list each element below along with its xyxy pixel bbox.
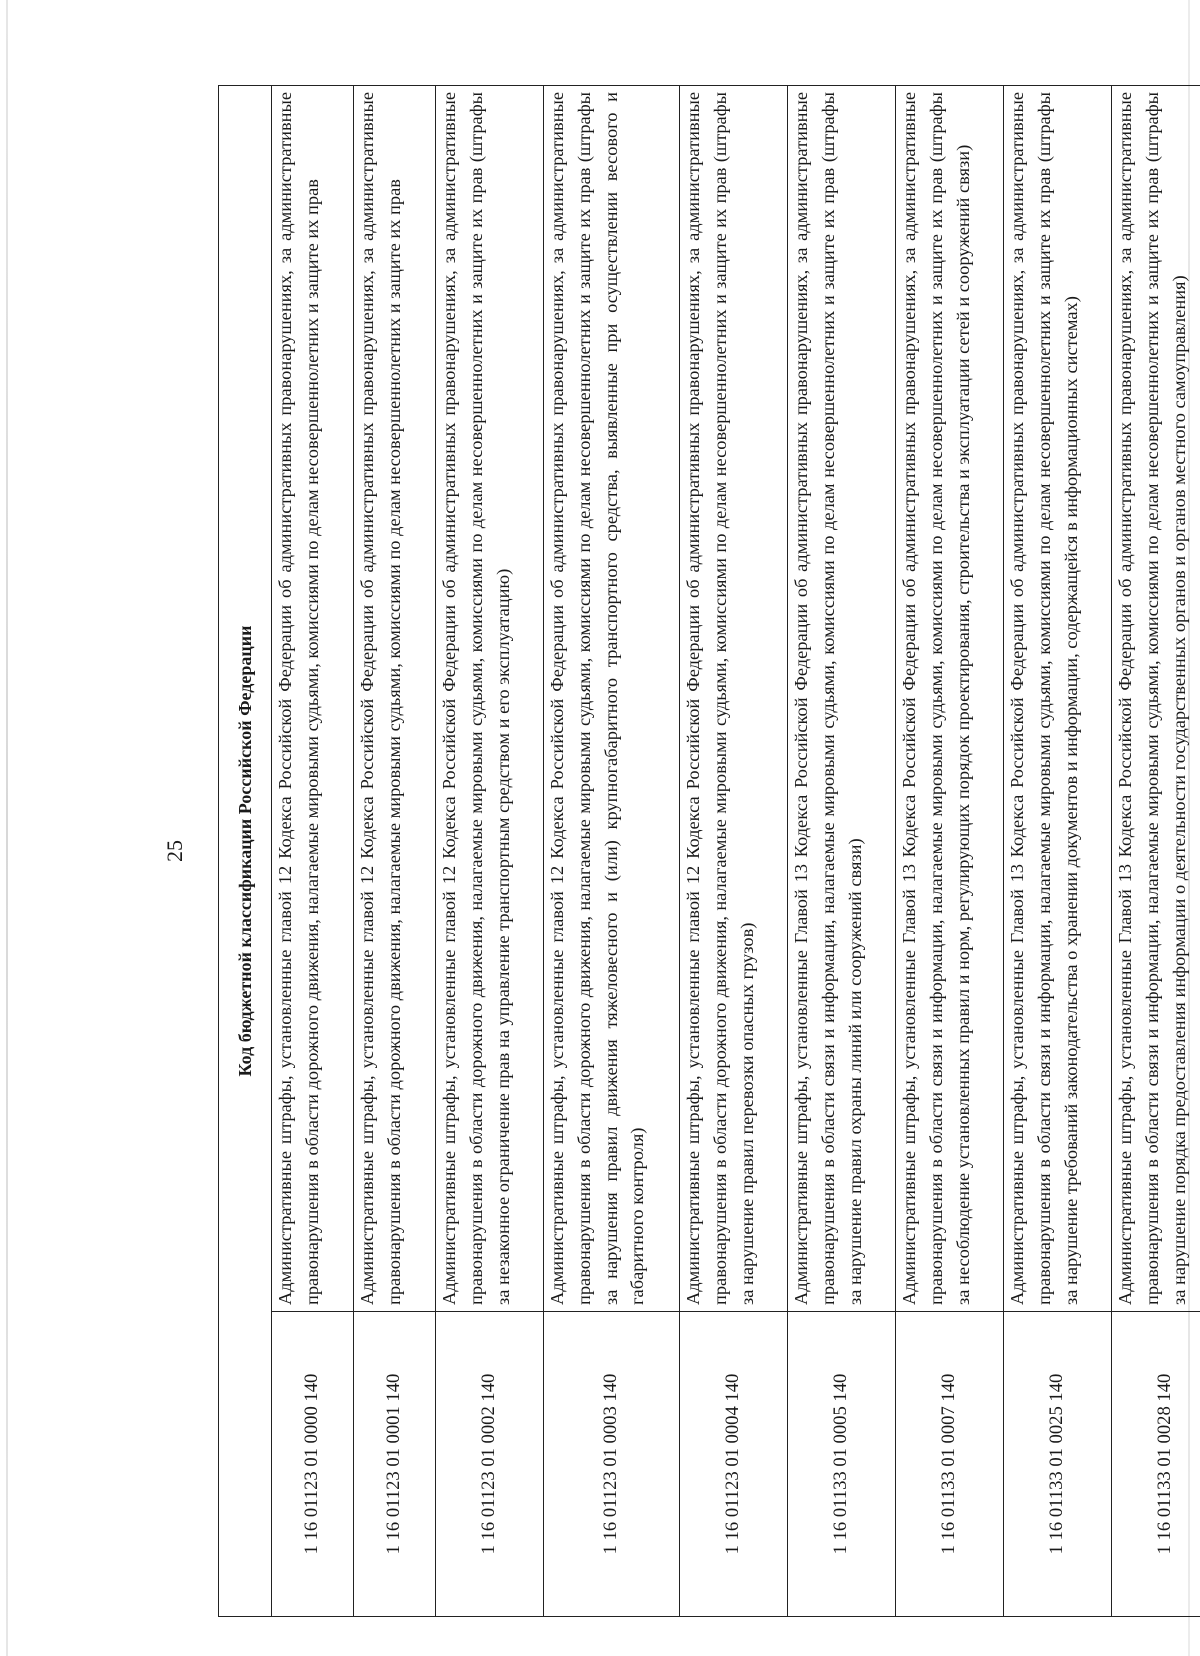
budget-code: 1 16 01123 01 0003 140 [544,1312,680,1617]
code-description: Административные штрафы, установленные главой 12 Кодекса Российской Федерации об административных правонарушениях, за административные правонарушения в области дорожного движения, налагаемые мировыми судьями, комиссиями по делам несовершеннолетних и защите их прав (штрафы за нарушение правил перевозки опасных грузов) [680,86,788,1312]
table-row [1004,86,1112,1617]
budget-code: 1 16 01123 01 0002 140 [436,1312,544,1617]
page-number: 25 [162,840,187,862]
code-description: Административные штрафы, установленные главой 12 Кодекса Российской Федерации об административных правонарушениях, за административные правонарушения в области дорожного движения, налагаемые мировыми судьями, комиссиями по делам несовершеннолетних и защите их прав [354,86,436,1312]
budget-code: 1 16 01123 01 0004 140 [680,1312,788,1617]
code-description: Административные штрафы, установленные Главой 13 Кодекса Российской Федерации об административных правонарушениях, за административные правонарушения в области связи и информации, налагаемые мировыми судьями, комиссиями по делам несовершеннолетних и защите их прав (штрафы за нарушение требований законодательства о хранении документов и информации, содержащейся в информационных системах) [1004,86,1112,1312]
budget-code: 1 16 01133 01 0005 140 [788,1312,896,1617]
table-row [1112,86,1200,1617]
table-header: Код бюджетной классификации Российской Федерации [219,86,272,1617]
table-row [896,86,1004,1617]
budget-code: 1 16 01123 01 0000 140 [272,1312,354,1617]
code-description: Административные штрафы, установленные Главой 13 Кодекса Российской Федерации об административных правонарушениях, за административные правонарушения в области связи и информации, налагаемые мировыми судьями, комиссиями по делам несовершеннолетних и защите их прав (штрафы за несоблюдение установленных правил и норм, регулирующих порядок проектирования, строительства и эксплуатации сетей и сооружений связи) [896,86,1004,1312]
code-description: Административные штрафы, установленные главой 12 Кодекса Российской Федерации об административных правонарушениях, за административные правонарушения в области дорожного движения, налагаемые мировыми судьями, комиссиями по делам несовершеннолетних и защите их прав [272,86,354,1312]
budget-classification-table [218,85,1200,1617]
code-description: Административные штрафы, установленные главой 12 Кодекса Российской Федерации об административных правонарушениях, за административные правонарушения в области дорожного движения, налагаемые мировыми судьями, комиссиями по делам несовершеннолетних и защите их прав (штрафы за нарушения правил движения тяжеловесного и (или) крупногабаритного транспортного средства, выявленные при осуществлении весового и габаритного контроля) [544,86,680,1312]
budget-code: 1 16 01133 01 0007 140 [896,1312,1004,1617]
table-row [544,86,680,1617]
code-description: Административные штрафы, установленные главой 12 Кодекса Российской Федерации об административных правонарушениях, за административные правонарушения в области дорожного движения, налагаемые мировыми судьями, комиссиями по делам несовершеннолетних и защите их прав (штрафы за незаконное ограничение прав на управление транспортным средством и его эксплуатацию) [436,86,544,1312]
table-header-row [219,86,272,1617]
table-row [788,86,896,1617]
table-row [436,86,544,1617]
budget-code: 1 16 01133 01 0028 140 [1112,1312,1200,1617]
table-row [680,86,788,1617]
code-description: Административные штрафы, установленные Главой 13 Кодекса Российской Федерации об административных правонарушениях, за административные правонарушения в области связи и информации, налагаемые мировыми судьями, комиссиями по делам несовершеннолетних и защите их прав (штрафы за нарушение правил охраны линий или сооружений связи) [788,86,896,1312]
budget-code: 1 16 01133 01 0025 140 [1004,1312,1112,1617]
table-row [272,86,354,1617]
code-description: Административные штрафы, установленные Главой 13 Кодекса Российской Федерации об административных правонарушениях, за административные правонарушения в области связи и информации, налагаемые мировыми судьями, комиссиями по делам несовершеннолетних и защите их прав (штрафы за нарушение порядка предоставления информации о деятельности государственных органов и органов местного самоуправления) [1112,86,1200,1312]
table-row [354,86,436,1617]
document-page [132,85,1189,1617]
scan-edge-left [6,0,8,1656]
budget-code: 1 16 01123 01 0001 140 [354,1312,436,1617]
